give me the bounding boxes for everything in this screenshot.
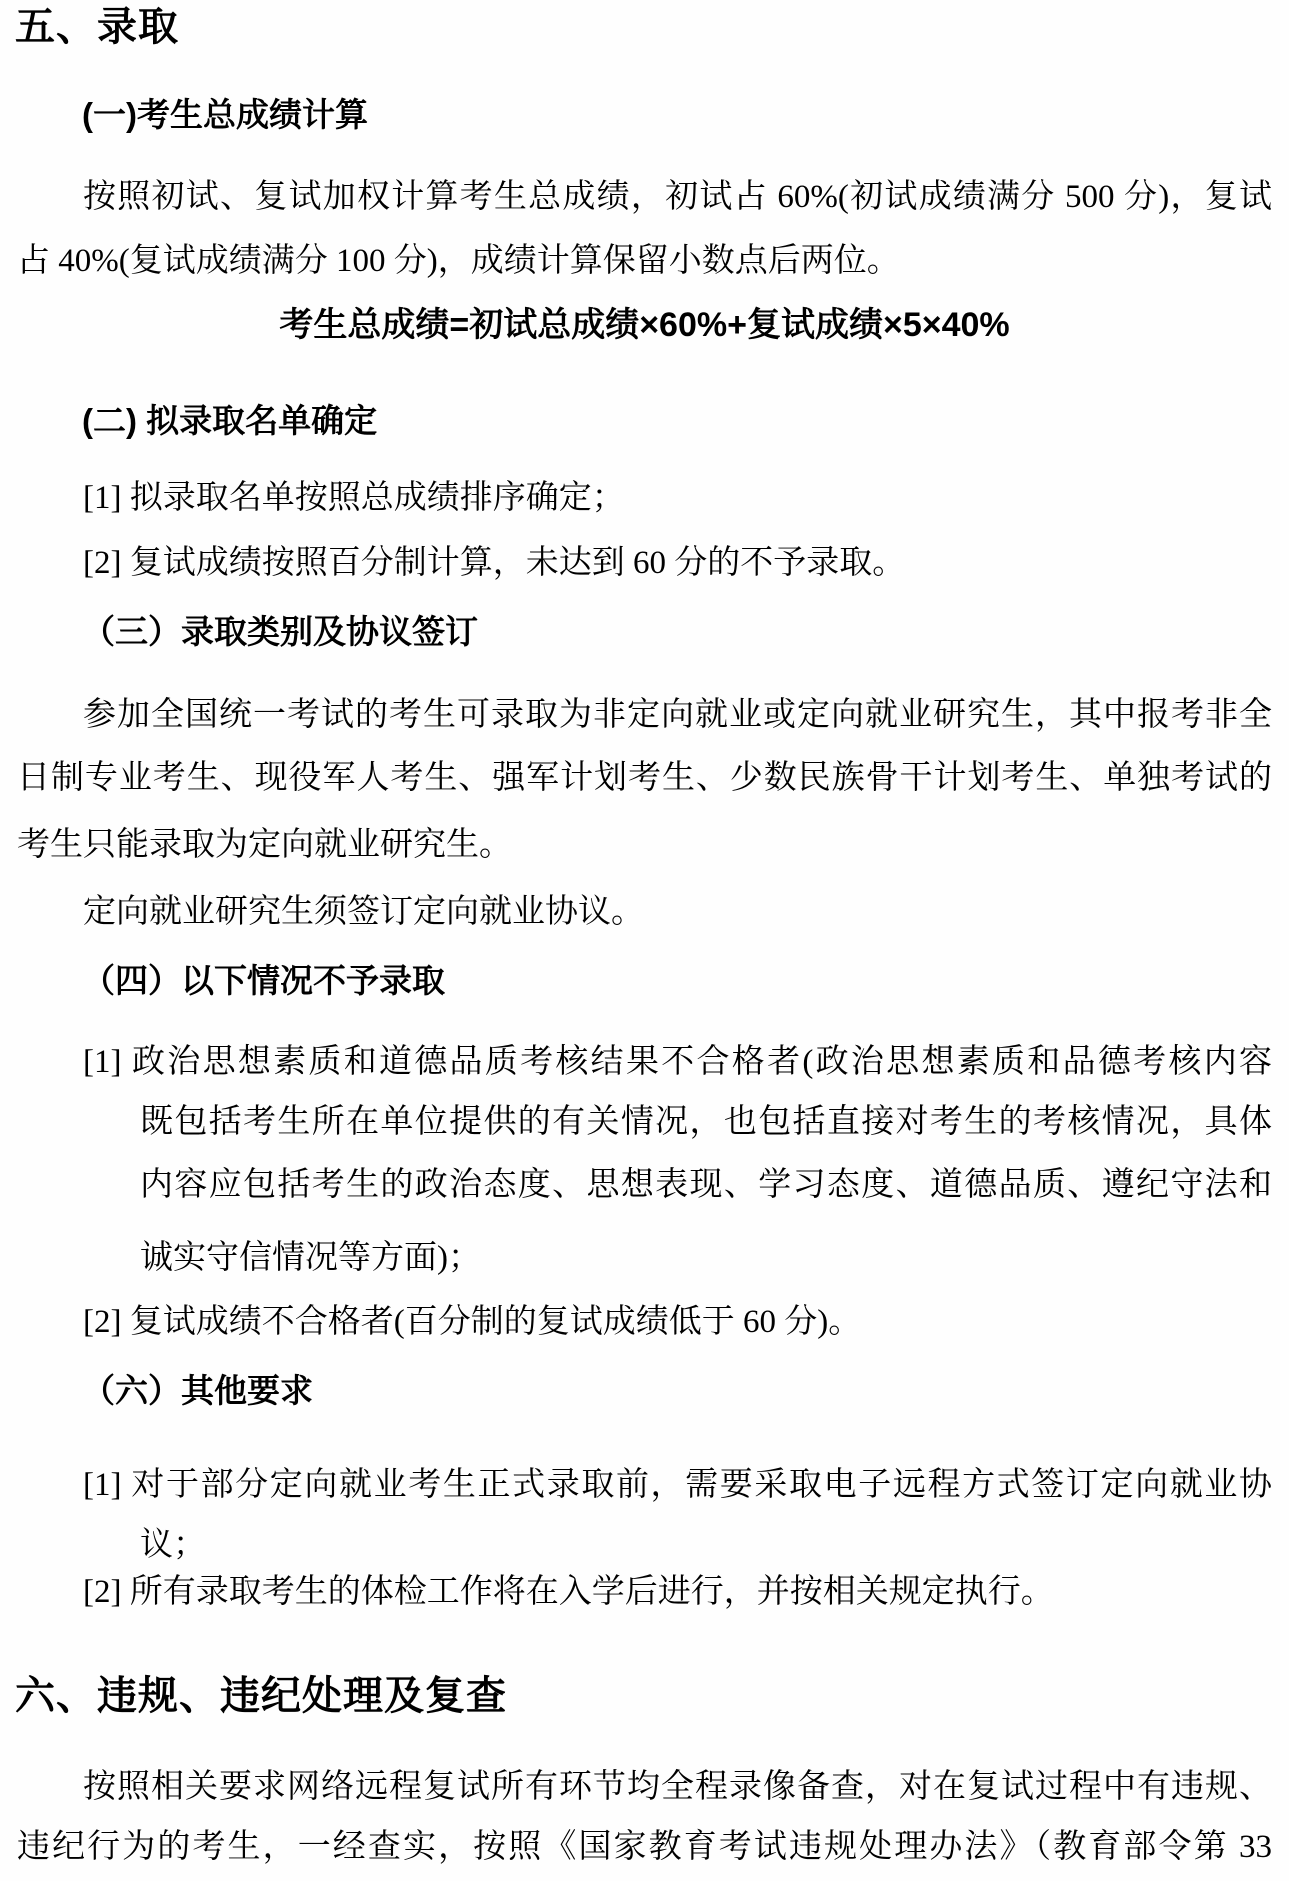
part4-item1-line1: [1] 政治思想素质和道德品质考核结果不合格者(政治思想素质和品德考核内容	[83, 1044, 1272, 1080]
part6-item1-line1: [1] 对于部分定向就业考生正式录取前，需要采取电子远程方式签订定向就业协	[83, 1467, 1272, 1503]
part6-heading: （六）其他要求	[82, 1372, 313, 1409]
part3-para-line2: 日制专业考生、现役军人考生、强军计划考生、少数民族骨干计划考生、单独考试的	[17, 760, 1272, 796]
part6-item1-line2: 议；	[140, 1527, 206, 1563]
total-score-formula: 考生总成绩=初试总成绩×60%+复试成绩×5×40%	[279, 306, 1010, 344]
part2-item1: [1] 拟录取名单按照总成绩排序确定；	[83, 480, 625, 516]
section5-title: 五、录取	[15, 5, 179, 49]
part4-item2: [2] 复试成绩不合格者(百分制的复试成绩低于 60 分)。	[83, 1304, 862, 1340]
part1-para-line1: 按照初试、复试加权计算考生总成绩，初试占 60%(初试成绩满分 500 分)，复试	[83, 179, 1272, 215]
part4-heading: （四）以下情况不予录取	[82, 962, 445, 999]
part4-item1-line3: 内容应包括考生的政治态度、思想表现、学习态度、道德品质、遵纪守法和	[140, 1167, 1272, 1203]
part3-para2: 定向就业研究生须签订定向就业协议。	[83, 894, 644, 930]
part4-item1-line2: 既包括考生所在单位提供的有关情况，也包括直接对考生的考核情况，具体	[140, 1104, 1272, 1140]
part1-heading: (一)考生总成绩计算	[82, 96, 368, 133]
part3-heading: （三）录取类别及协议签订	[82, 613, 478, 650]
part2-item2: [2] 复试成绩按照百分制计算，未达到 60 分的不予录取。	[83, 545, 906, 581]
part3-para-line1: 参加全国统一考试的考生可录取为非定向就业或定向就业研究生，其中报考非全	[83, 697, 1272, 733]
part2-heading: (二) 拟录取名单确定	[82, 402, 378, 439]
section6-para-line2: 违纪行为的考生，一经查实，按照《国家教育考试违规处理办法》（教育部令第 33	[17, 1829, 1272, 1865]
part6-item2: [2] 所有录取考生的体检工作将在入学后进行，并按相关规定执行。	[83, 1574, 1054, 1610]
section6-para-line1: 按照相关要求网络远程复试所有环节均全程录像备查，对在复试过程中有违规、	[83, 1769, 1272, 1805]
part3-para-line3: 考生只能录取为定向就业研究生。	[17, 827, 512, 863]
section6-title: 六、违规、违纪处理及复查	[15, 1674, 507, 1718]
part1-para-line2: 占 40%(复试成绩满分 100 分)，成绩计算保留小数点后两位。	[17, 243, 900, 279]
part4-item1-line4: 诚实守信情况等方面)；	[140, 1240, 481, 1276]
